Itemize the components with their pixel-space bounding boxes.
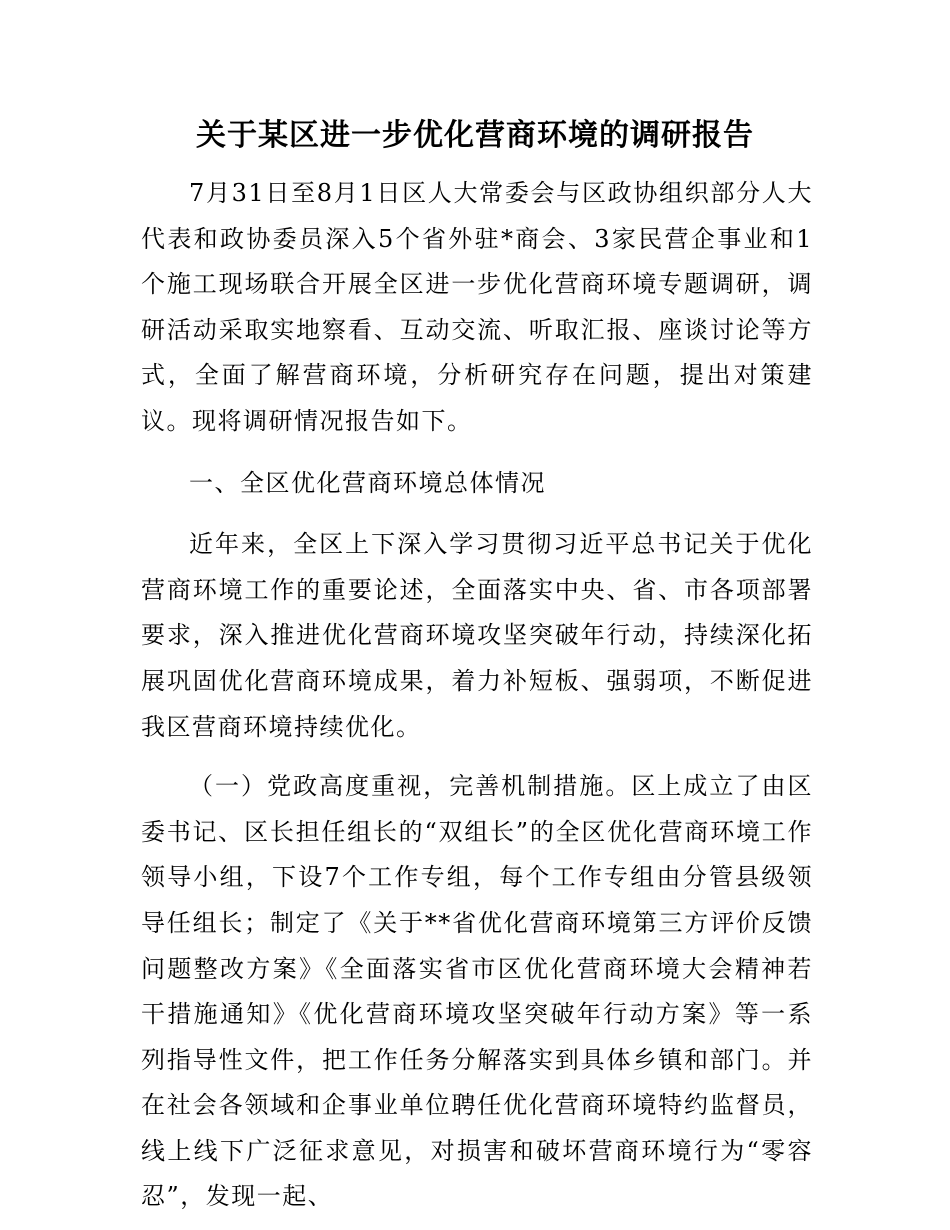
section-1-heading: 一、全区优化营商环境总体情况 [189, 468, 546, 497]
document-title: 关于某区进一步优化营商环境的调研报告 [196, 118, 754, 153]
section-1-body-paragraph: 近年来，全区上下深入学习贯彻习近平总书记关于优化营商环境工作的重要论述，全面落实中央、省、市各项部署要求，深入推进优化营商环境攻坚突破年行动，持续深化拓展巩固优化营商环境成果，着力补短板、强弱项，不断促进我区营商环境持续优化。 [141, 530, 813, 741]
document-body [141, 171, 813, 1220]
intro-paragraph: 7月31日至8月1日区人大常委会与区政协组织部分人大代表和政协委员深入5个省外驻*商会、3家民营企事业和1个施工现场联合开展全区进一步优化营商环境专题调研，调研活动采取实地察看、互动交流、听取汇报、座谈讨论等方式，全面了解营商环境，分析研究存在问题，提出对策建议。现将调研情况报告如下。 [141, 179, 813, 435]
subsection-1-paragraph: （一）党政高度重视，完善机制措施。区上成立了由区委书记、区长担任组长的“双组长”的全区优化营商环境工作领导小组，下设7个工作专组，每个工作专组由分管县级领导任组长；制定了《关于**省优化营商环境第三方评价反馈问题整改方案》《全面落实省市区优化营商环境大会精神若干措施通知》《优化营商环境攻坚突破年行动方案》等一系列指导性文件，把工作任务分解落实到具体乡镇和部门。并在社会各领域和企事业单位聘任优化营商环境特约监督员，线上线下广泛征求意见，对损害和破坏营商环境行为“零容忍”，发现一起、 [141, 772, 813, 1211]
